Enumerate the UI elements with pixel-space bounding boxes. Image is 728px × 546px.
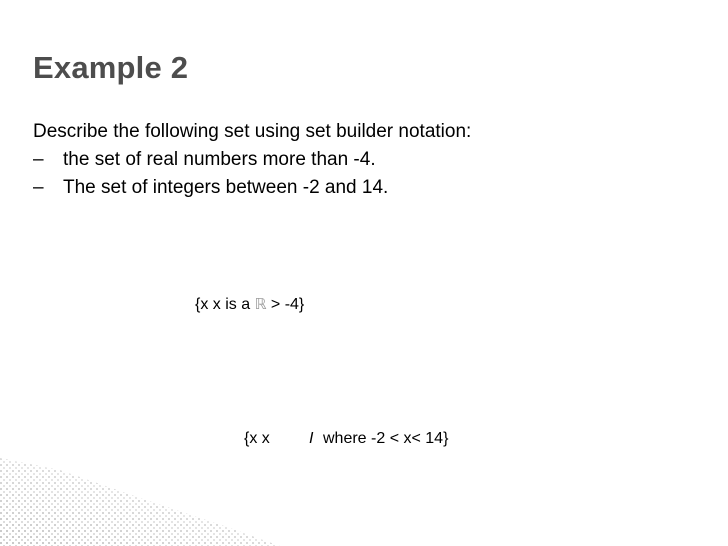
slide-title: Example 2 bbox=[33, 50, 189, 85]
integers-symbol: I bbox=[309, 430, 314, 447]
answer-integers-suffix: where -2 < x< 14} bbox=[323, 430, 449, 447]
bullet-text: The set of integers between -2 and 14. bbox=[63, 177, 389, 198]
bullet-dash: – bbox=[33, 177, 44, 198]
decorative-texture bbox=[0, 458, 300, 546]
answer-integers-prefix: {x x bbox=[244, 430, 270, 447]
answer-real-numbers bbox=[195, 295, 304, 314]
real-numbers-symbol: ℝ bbox=[254, 295, 267, 313]
answer-real-suffix: > -4} bbox=[266, 296, 305, 313]
intro-text: Describe the following set using set builder notation: bbox=[33, 121, 472, 142]
answer-real-prefix: {x x is a bbox=[195, 296, 255, 313]
bullet-dash: – bbox=[33, 149, 44, 170]
bullet-text: the set of real numbers more than -4. bbox=[63, 149, 376, 170]
